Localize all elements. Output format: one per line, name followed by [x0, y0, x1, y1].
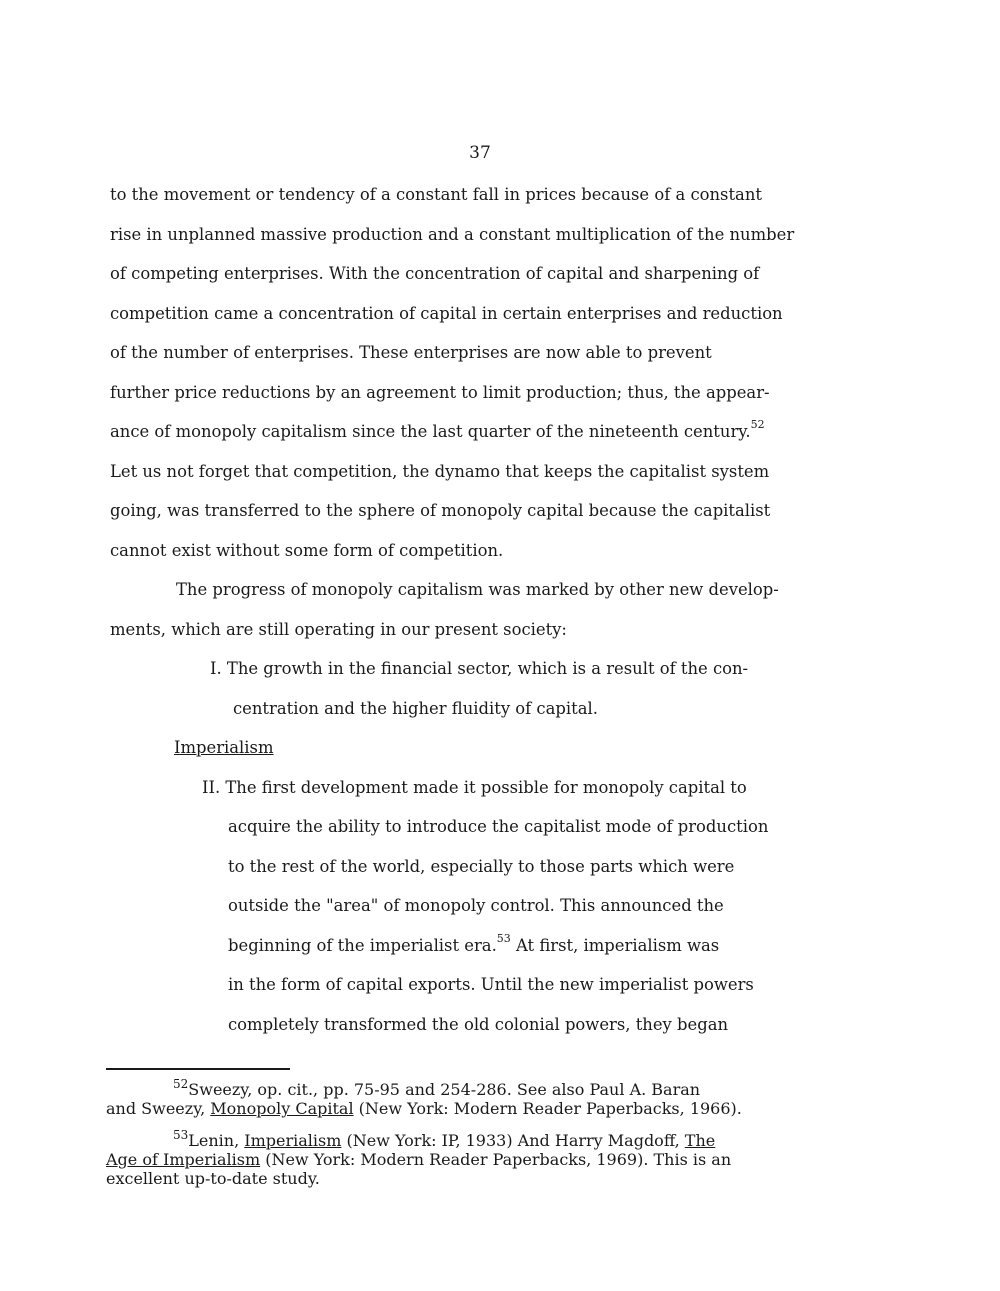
citation-title: Monopoly Capital [210, 1099, 354, 1118]
page-number: 37 [469, 143, 491, 163]
list-item-line: II. The first development made it possible for monopoly capital to [202, 777, 747, 797]
paragraph-line: further price reductions by an agreement to limit production; thus, the appear- [110, 382, 770, 402]
footnote-text: (New York: Modern Reader Paperbacks, 1969). This is an [260, 1150, 732, 1169]
section-heading [110, 728, 850, 768]
paragraph-line: of competing enterprises. With the concentration of capital and sharpening of [110, 264, 760, 283]
footnote-line: excellent up-to-date study. [106, 1169, 320, 1188]
paragraph-line: cannot exist without some form of competition. [110, 540, 504, 560]
footnote-line [106, 1150, 866, 1169]
paragraph-line [110, 412, 850, 452]
list-item-line: centration and the higher fluidity of capital. [233, 698, 598, 718]
list-item-line [110, 926, 850, 966]
list-item-text: beginning of the imperialist era. [228, 935, 497, 955]
footnote-line [106, 1077, 866, 1099]
heading-text: Imperialism [174, 738, 274, 757]
list-item-line: to the rest of the world, especially to those parts which were [228, 856, 735, 876]
citation-title: Imperialism [244, 1131, 342, 1150]
footnote-text: and Sweezy, [106, 1099, 211, 1118]
footnote-divider [106, 1068, 290, 1070]
footnote-text: Lenin, [188, 1131, 245, 1150]
footnote-text: Sweezy, op. cit., pp. 75-95 and 254-286. See also Paul A. Baran [188, 1080, 701, 1099]
list-item-text: At first, imperialism was [510, 935, 720, 955]
list-item-line: in the form of capital exports. Until the new imperialist powers [228, 975, 754, 994]
footnote-text: (New York: Modern Reader Paperbacks, 1966). [353, 1099, 742, 1118]
body-text [110, 175, 850, 1044]
footnote-text: (New York: IP, 1933) And Harry Magdoff, [341, 1131, 685, 1150]
list-item-line: I. The growth in the financial sector, which is a result of the con- [210, 659, 749, 678]
list-item-line: completely transformed the old colonial powers, they began [228, 1014, 729, 1034]
footnote-ref-52: 52 [750, 418, 765, 431]
paragraph-line: competition came a concentration of capital in certain enterprises and reduction [110, 303, 783, 323]
citation-title: The [684, 1131, 716, 1150]
list-item-line: acquire the ability to introduce the capitalist mode of production [228, 817, 769, 836]
paragraph-line: going, was transferred to the sphere of monopoly capital because the capitalist [110, 501, 771, 520]
citation-title: Age of Imperialism [106, 1150, 261, 1169]
footnote-line [106, 1099, 866, 1118]
footnote-line [106, 1128, 866, 1150]
paragraph-text: ance of monopoly capitalism since the last quarter of the nineteenth century. [110, 422, 751, 441]
footnote-number: 53 [173, 1128, 189, 1142]
paragraph-line: Let us not forget that competition, the dynamo that keeps the capitalist system [110, 461, 770, 481]
paragraph-line: to the movement or tendency of a constant fall in prices because of a constant [110, 185, 762, 204]
footnote-53 [106, 1128, 866, 1188]
paragraph-line: of the number of enterprises. These enterprises are now able to prevent [110, 343, 712, 362]
footnote-ref-53: 53 [496, 931, 511, 945]
footnote-number: 52 [173, 1077, 189, 1091]
footnotes [106, 1077, 866, 1201]
footnote-52 [106, 1077, 866, 1118]
paragraph-line: ments, which are still operating in our present society: [110, 619, 567, 639]
paragraph-line: The progress of monopoly capitalism was marked by other new develop- [176, 580, 779, 599]
paragraph-line: rise in unplanned massive production and a constant multiplication of the number [110, 224, 795, 244]
list-item-line: outside the "area" of monopoly control. This announced the [228, 896, 724, 915]
